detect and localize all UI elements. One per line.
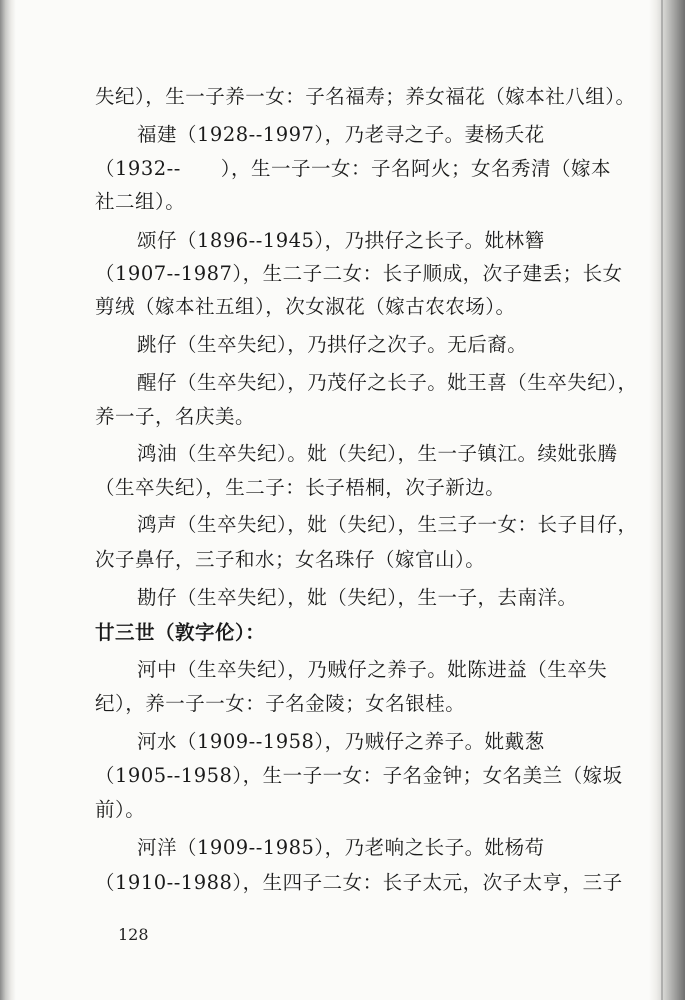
section-heading: 廿三世（敦字伦）： xyxy=(95,621,266,644)
text-line: 河中（生卒失纪），乃贼仔之养子。妣陈进益（生卒失 xyxy=(137,658,608,681)
text-line: 剪绒（嫁本社五组），次女淑花（嫁古农农场）。 xyxy=(95,295,516,318)
page-number: 128 xyxy=(118,925,149,944)
text-line: （1932-- ），生一子一女：子名阿火；女名秀清（嫁本 xyxy=(95,157,612,180)
text-line: 河水（1909--1958），乃贼仔之养子。妣戴葱 xyxy=(137,730,545,753)
text-line: 河洋（1909--1985），乃老响之长子。妣杨苟 xyxy=(137,836,545,859)
text-line: 跳仔（生卒失纪），乃拱仔之次子。无后裔。 xyxy=(137,333,528,356)
scan-edge-left xyxy=(0,0,16,1000)
text-line: 鸿油（生卒失纪）。妣（失纪），生一子镇江。续妣张腾 xyxy=(137,442,618,465)
text-line: 醒仔（生卒失纪），乃茂仔之长子。妣王喜（生卒失纪）， xyxy=(137,371,638,394)
text-line: 纪），养一子一女：子名金陵；女名银桂。 xyxy=(95,692,466,715)
text-line: 勘仔（生卒失纪），妣（失纪），生一子，去南洋。 xyxy=(137,586,578,609)
text-line: （1907--1987），生二子二女：长子顺成，次子建丢；长女 xyxy=(95,262,623,285)
text-line: 福建（1928--1997），乃老寻之子。妻杨夭花 xyxy=(137,123,545,146)
text-line: 次子鼻仔，三子和水；女名珠仔（嫁官山）。 xyxy=(95,548,486,571)
text-line: （1905--1958），生一子一女：子名金钟；女名美兰（嫁坂 xyxy=(95,764,623,787)
text-line: 颂仔（1896--1945），乃拱仔之长子。妣林簪 xyxy=(137,229,545,252)
text-line: （生卒失纪），生二子：长子梧桐，次子新边。 xyxy=(95,476,506,499)
text-line: 失纪），生一子养一女：子名福寿；养女福花（嫁本社八组）。 xyxy=(95,85,636,108)
text-line: 前）。 xyxy=(95,798,146,821)
text-line: （1910--1988），生四子二女：长子太元，次子太亨，三子 xyxy=(95,871,623,894)
text-line: 鸿声（生卒失纪），妣（失纪），生三子一女：长子目仔， xyxy=(137,513,638,536)
text-line: 养一子，名庆美。 xyxy=(95,405,256,428)
text-line: 社二组）。 xyxy=(95,190,186,213)
